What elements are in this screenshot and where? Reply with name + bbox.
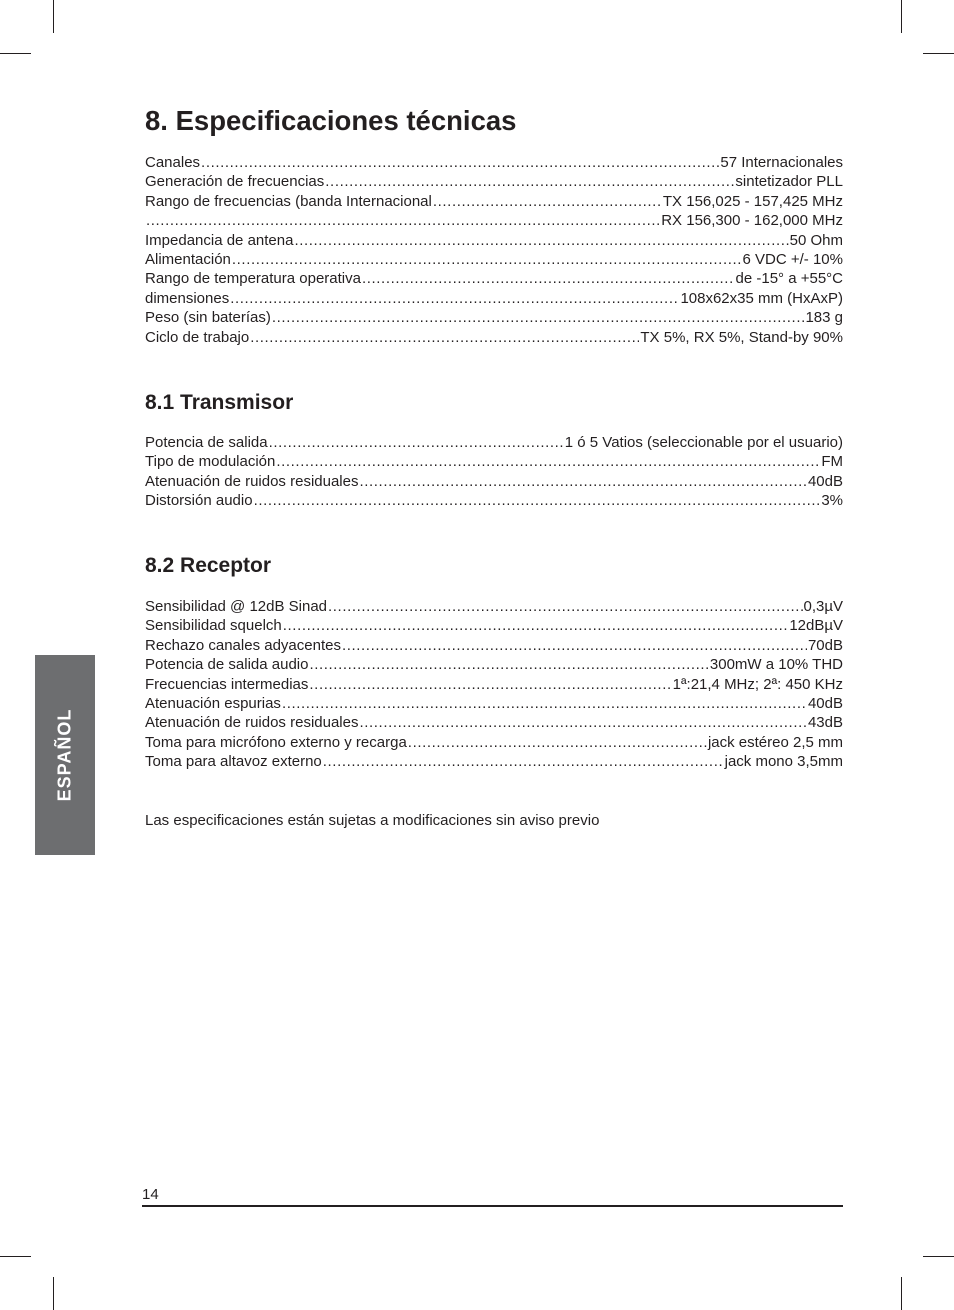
dot-leader [323, 752, 724, 771]
spec-value: 40dB [807, 472, 843, 490]
dot-leader [282, 694, 807, 713]
spec-value: TX 5%, RX 5%, Stand-by 90% [640, 328, 843, 346]
spec-value: 12dBµV [789, 617, 843, 635]
spec-row [145, 231, 843, 250]
spec-value: jack estéreo 2,5 mm [707, 733, 843, 751]
spec-label: Rechazo canales adyacentes [145, 636, 341, 654]
spec-value: de -15° a +55°C [735, 270, 843, 288]
spec-row [145, 675, 843, 694]
page-title: 8. Especificaciones técnicas [145, 105, 517, 136]
dot-leader [433, 192, 662, 211]
spec-row [145, 655, 843, 674]
spec-value: 183 g [805, 309, 843, 327]
crop-mark [923, 53, 954, 54]
spec-label: Impedancia de antena [145, 231, 294, 249]
spec-value: 0,3µV [803, 598, 843, 615]
dot-leader [309, 655, 708, 674]
spec-value: 70dB [807, 636, 843, 654]
spec-value: 1 ó 5 Vatios (seleccionable por el usuario) [564, 434, 843, 451]
spec-row [145, 172, 843, 191]
receiver-heading: 8.2 Receptor [145, 554, 272, 577]
spec-row [145, 472, 843, 491]
spec-label: Rango de temperatura operativa [145, 270, 361, 288]
spec-label: Potencia de salida audio [145, 656, 309, 674]
spec-label: Generación de frecuencias [145, 173, 325, 191]
spec-row [145, 597, 843, 616]
page-number: 14 [142, 1186, 159, 1203]
crop-mark [0, 53, 31, 54]
spec-row [145, 269, 843, 288]
spec-row [145, 733, 843, 752]
spec-value: 6 VDC +/- 10% [742, 250, 843, 268]
dot-leader [232, 250, 742, 269]
dot-leader [276, 452, 820, 471]
dot-leader [328, 597, 802, 616]
spec-label: Peso (sin baterías) [145, 309, 271, 327]
language-tab-label: ESPAÑOL [54, 708, 75, 802]
transmitter-heading: 8.1 Transmisor [145, 391, 294, 414]
crop-mark [53, 0, 54, 33]
spec-label: Potencia de salida [145, 434, 268, 451]
spec-row [145, 211, 843, 230]
spec-row [145, 616, 843, 635]
spec-value: sintetizador PLL [735, 173, 843, 191]
spec-label: Ciclo de trabajo [145, 328, 250, 346]
dot-leader [325, 172, 734, 191]
spec-row [145, 250, 843, 269]
dot-leader [408, 733, 707, 752]
crop-mark [923, 1256, 954, 1257]
spec-row [145, 636, 843, 655]
crop-mark [901, 1277, 902, 1310]
spec-row [145, 491, 843, 510]
spec-value: 57 Internacionales [720, 154, 843, 171]
spec-value: 108x62x35 mm (HxAxP) [680, 289, 843, 307]
spec-value: 43dB [807, 714, 843, 732]
spec-row [145, 433, 843, 452]
spec-label: Toma para altavoz externo [145, 753, 322, 771]
spec-label: Toma para micrófono externo y recarga [145, 733, 407, 751]
dot-leader [230, 289, 679, 308]
transmitter-spec-list [145, 433, 843, 511]
spec-label: Atenuación de ruidos residuales [145, 714, 359, 732]
dot-leader [272, 308, 805, 327]
crop-mark [0, 1256, 31, 1257]
spec-label: Frecuencias intermedias [145, 675, 309, 693]
dot-leader [309, 675, 671, 694]
disclaimer-text: Las especificaciones están sujetas a modificaciones sin aviso previo [145, 812, 600, 829]
spec-row [145, 328, 843, 347]
spec-label: Sensibilidad squelch [145, 617, 282, 635]
spec-row [145, 694, 843, 713]
spec-row [145, 153, 843, 172]
spec-label: Sensibilidad @ 12dB Sinad [145, 598, 328, 615]
dot-leader [146, 211, 660, 230]
crop-mark [901, 0, 902, 33]
dot-leader [283, 616, 789, 635]
dot-leader [269, 433, 564, 452]
spec-value: FM [821, 453, 843, 471]
spec-value: TX 156,025 - 157,425 MHz [662, 192, 843, 210]
spec-label: Atenuación de ruidos residuales [145, 472, 359, 490]
spec-value: 3% [821, 492, 843, 510]
crop-mark [53, 1277, 54, 1310]
language-tab [35, 655, 95, 855]
dot-leader [359, 472, 806, 491]
dot-leader [254, 491, 821, 510]
dot-leader [294, 231, 788, 250]
dot-leader [359, 713, 806, 732]
spec-value: 1ª:21,4 MHz; 2ª: 450 KHz [672, 675, 843, 693]
spec-row [145, 713, 843, 732]
spec-row [145, 289, 843, 308]
dot-leader [362, 269, 735, 288]
spec-value: RX 156,300 - 162,000 MHz [661, 212, 843, 230]
spec-value: 300mW a 10% THD [709, 656, 843, 674]
spec-row [145, 752, 843, 771]
spec-value: 50 Ohm [789, 231, 843, 249]
spec-value: jack mono 3,5mm [724, 753, 843, 771]
spec-label: Rango de frecuencias (banda Internacional [145, 192, 432, 210]
spec-label: Canales [145, 154, 201, 171]
general-spec-list [145, 153, 843, 347]
dot-leader [201, 153, 719, 172]
spec-value: 40dB [807, 694, 843, 712]
spec-label: Tipo de modulación [145, 453, 276, 471]
spec-label: Distorsión audio [145, 492, 253, 510]
receiver-spec-list [145, 597, 843, 772]
dot-leader [250, 328, 639, 347]
spec-row [145, 452, 843, 471]
spec-label: dimensiones [145, 289, 230, 307]
footer-rule [142, 1205, 843, 1207]
spec-row [145, 308, 843, 327]
spec-row [145, 192, 843, 211]
spec-label: Atenuación espurias [145, 694, 281, 712]
spec-label: Alimentación [145, 250, 231, 268]
dot-leader [342, 636, 807, 655]
